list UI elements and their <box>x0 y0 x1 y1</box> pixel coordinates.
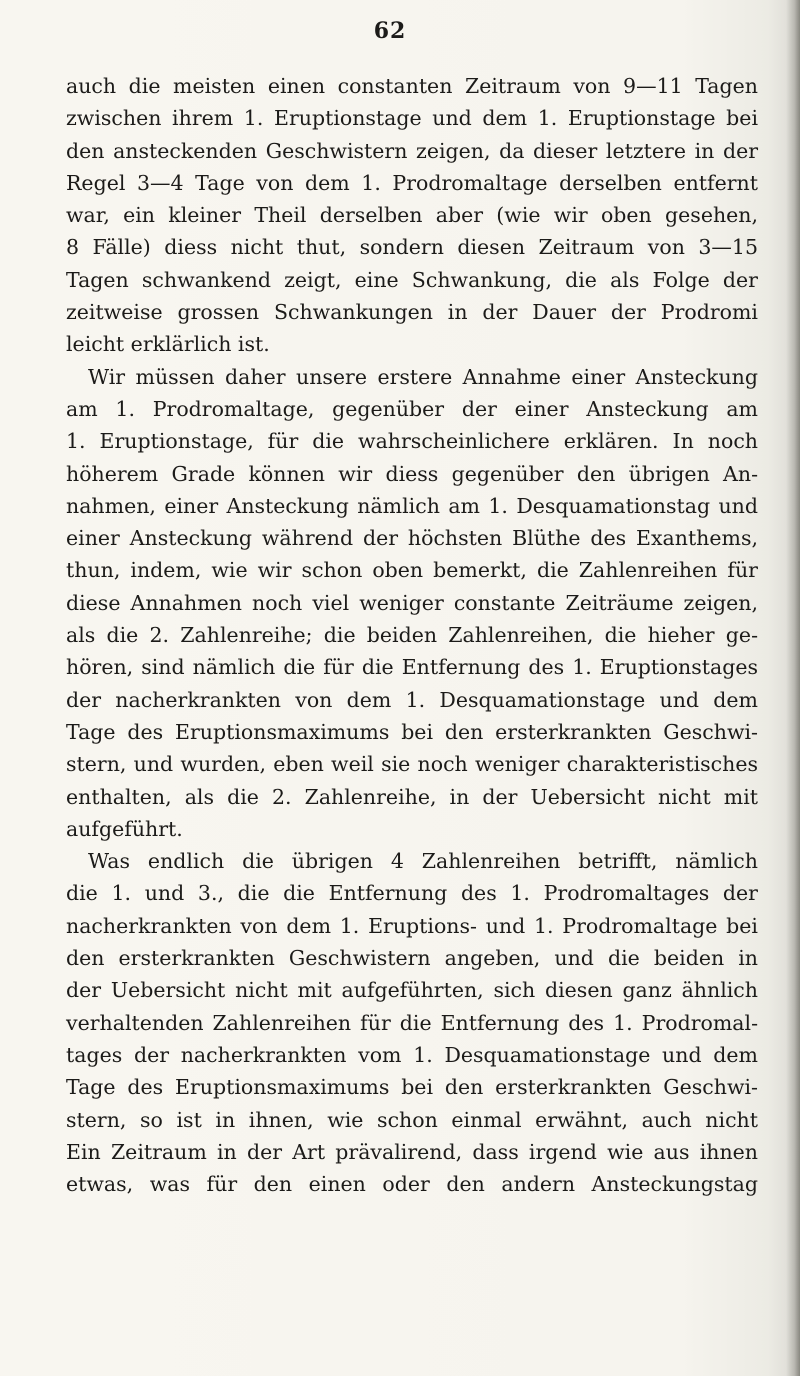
text-line: 8 Fälle) diess nicht thut, sondern diesen Zeitraum von 3—15 <box>66 235 758 260</box>
text-line: den ansteckenden Geschwistern zeigen, da dieser letztere in der <box>66 138 758 163</box>
text-line: Tagen schwankend zeigt, eine Schwankung, die als Folge der <box>66 267 758 292</box>
text-line: die 1. und 3., die die Entfernung des 1. Prodromaltages der <box>66 881 758 906</box>
text-line: den ersterkrankten Geschwistern angeben, und die beiden in <box>66 946 758 971</box>
text-line: tages der nacherkrankten vom 1. Desquamationstage und dem <box>66 1042 758 1067</box>
text-line: verhaltenden Zahlenreihen für die Entfernung des 1. Prodromal- <box>66 1010 758 1035</box>
text-line: leicht erklärlich ist. <box>66 332 270 357</box>
text-line: stern, so ist in ihnen, wie schon einmal erwähnt, auch nicht <box>66 1107 758 1132</box>
text-line: diese Annahmen noch viel weniger constante Zeiträume zeigen, <box>66 590 758 615</box>
text-line: hören, sind nämlich die für die Entfernung des 1. Eruptionstages <box>66 655 758 680</box>
text-line: der Uebersicht nicht mit aufgeführten, sich diesen ganz ähnlich <box>66 978 758 1003</box>
text-line: höherem Grade können wir diess gegenüber den übrigen An- <box>66 461 758 486</box>
text-line: nahmen, einer Ansteckung nämlich am 1. Desquamationstag und <box>66 493 758 518</box>
text-line: Regel 3—4 Tage von dem 1. Prodromaltage derselben entfernt <box>66 170 758 195</box>
page-number: 62 <box>373 18 407 44</box>
text-line: Ein Zeitraum in der Art prävalirend, dass irgend wie aus ihnen <box>66 1139 758 1164</box>
text-line: als die 2. Zahlenreihe; die beiden Zahlenreihen, die hieher ge- <box>66 623 758 648</box>
text-line: thun, indem, wie wir schon oben bemerkt, die Zahlenreihen für <box>66 558 758 583</box>
text-line: auch die meisten einen constanten Zeitraum von 9—11 Tagen <box>66 74 758 98</box>
text-line: zeitweise grossen Schwankungen in der Dauer der Prodromi <box>66 300 758 325</box>
page-edge-shadow <box>786 0 800 1376</box>
paragraph-start-line: Was endlich die übrigen 4 Zahlenreihen betrifft, nämlich <box>88 849 758 874</box>
body-text <box>66 70 758 1200</box>
text-line: aufgeführt. <box>66 816 183 841</box>
text-line: war, ein kleiner Theil derselben aber (wie wir oben gesehen, <box>66 203 758 228</box>
text-line: Tage des Eruptionsmaximums bei den ersterkrankten Geschwi- <box>66 1075 758 1100</box>
text-line: nacherkrankten von dem 1. Eruptions- und 1. Prodromaltage bei <box>66 913 758 938</box>
text-line: am 1. Prodromaltage, gegenüber der einer Ansteckung am <box>66 396 758 421</box>
paragraph-start-line: Wir müssen daher unsere erstere Annahme einer Ansteckung <box>88 364 758 389</box>
text-line: enthalten, als die 2. Zahlenreihe, in der Uebersicht nicht mit <box>66 784 758 809</box>
text-line: der nacherkrankten von dem 1. Desquamationstage und dem <box>66 687 758 712</box>
text-line: 1. Eruptionstage, für die wahrscheinlichere erklären. In noch <box>66 429 758 454</box>
text-line: zwischen ihrem 1. Eruptionstage und dem 1. Eruptionstage bei <box>66 106 758 131</box>
text-line: einer Ansteckung während der höchsten Blüthe des Exanthems, <box>66 526 758 551</box>
text-line: etwas, was für den einen oder den andern Ansteckungstag <box>66 1172 758 1197</box>
text-line: Tage des Eruptionsmaximums bei den ersterkrankten Geschwi- <box>66 719 758 744</box>
text-line: stern, und wurden, eben weil sie noch weniger charakteristisches <box>66 752 758 777</box>
